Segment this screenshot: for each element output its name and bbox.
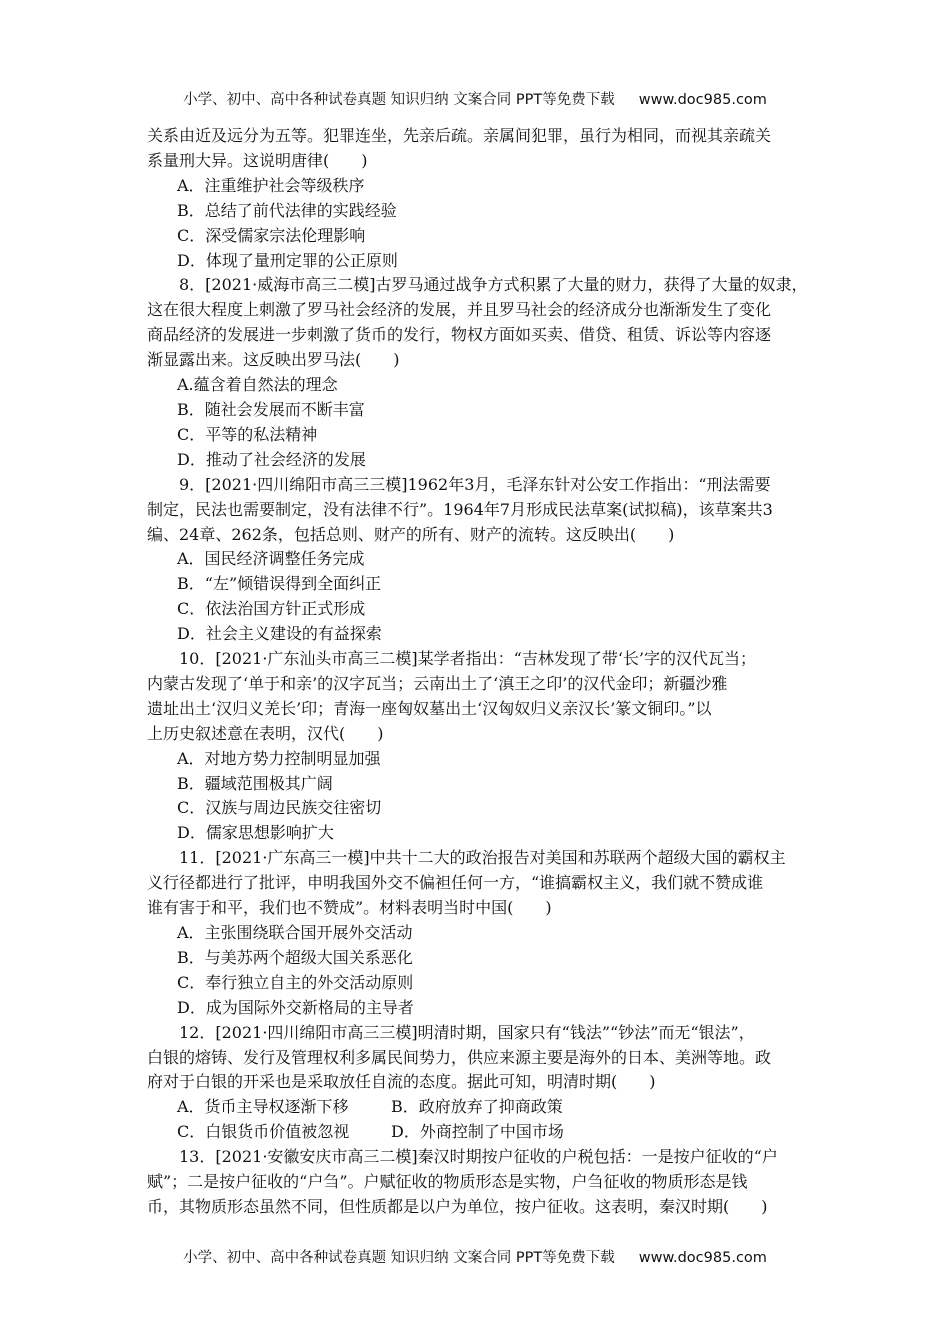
question-7-option-a: A．注重维护社会等级秩序 xyxy=(177,175,365,195)
question-12-options-row-1 xyxy=(147,1095,810,1120)
question-9-line: 制定，民法也需要制定，没有法律不行”。1964年7月形成民法草案(试拟稿)，该草案共3 xyxy=(147,499,773,519)
question-12-option-d: D．外商控制了中国市场 xyxy=(391,1122,564,1142)
page-header xyxy=(0,88,950,109)
question-8-line: 商品经济的发展进一步刺激了货币的发行，物权方面如买卖、借贷、租赁、诉讼等内容逐 xyxy=(147,325,772,345)
question-7-option-c: C．深受儒家宗法伦理影响 xyxy=(177,225,366,245)
footer-site-link[interactable]: www.doc985.com xyxy=(638,1250,767,1266)
question-12 xyxy=(147,1021,810,1146)
question-12-stem: 12．[2021·四川绵阳市高三三模]明清时期，国家只有“钱法”“钞法”而无“银法”， xyxy=(179,1022,755,1042)
question-11-option-d: D．成为国际外交新格局的主导者 xyxy=(177,997,414,1017)
question-8-stem: 8．[2021·威海市高三二模]古罗马通过战争方式积累了大量的财力，获得了大量的奴隶， xyxy=(179,275,808,295)
question-12-option-c: C．白银货币价值被忽视 xyxy=(177,1122,350,1142)
question-7-line: 系量刑大异。这说明唐律( ) xyxy=(147,150,368,170)
question-12-option-b: B．政府放弃了抑商政策 xyxy=(391,1097,563,1117)
question-9-option-b: B．“左”倾错误得到全面纠正 xyxy=(177,574,382,594)
footer-text: 小学、初中、高中各种试卷真题 知识归纳 文案合同 PPT等免费下载 xyxy=(183,1250,615,1266)
question-12-line: 白银的熔铸、发行及管理权利多属民间势力，供应来源主要是海外的日本、美洲等地。政 xyxy=(147,1047,772,1067)
question-10-line: 上历史叙述意在表明，汉代( ) xyxy=(147,723,384,743)
question-10-line: 内蒙古发现了‘单于和亲’的汉字瓦当；云南出土了‘滇王之印’的汉代金印；新疆沙雅 xyxy=(147,673,728,693)
question-9-option-d: D．社会主义建设的有益探索 xyxy=(177,624,382,644)
question-10-line: 遗址出土‘汉归义羌长’印；青海一座匈奴墓出土‘汉匈奴归义亲汉长’篆文铜印。”以 xyxy=(147,698,712,718)
question-11-option-b: B．与美苏两个超级大国关系恶化 xyxy=(177,947,413,967)
question-8-option-b: B．随社会发展而不断丰富 xyxy=(177,399,365,419)
question-7-line: 关系由近及远分为五等。犯罪连坐，先亲后疏。亲属间犯罪，虽行为相同，而视其亲疏关 xyxy=(147,126,772,145)
question-10-option-d: D．儒家思想影响扩大 xyxy=(177,823,334,843)
page-footer xyxy=(0,1246,950,1267)
question-11-option-c: C．奉行独立自主的外交活动原则 xyxy=(177,972,414,992)
question-10-stem: 10．[2021·广东汕头市高三二模]某学者指出：“吉林发现了带‘长’字的汉代瓦当； xyxy=(179,649,757,669)
question-9-option-a: A．国民经济调整任务完成 xyxy=(177,549,365,569)
question-13 xyxy=(147,1145,810,1220)
question-10-option-c: C．汉族与周边民族交往密切 xyxy=(177,798,382,818)
question-12-options-row-2 xyxy=(147,1120,810,1145)
question-8-option-d: D．推动了社会经济的发展 xyxy=(177,449,366,469)
question-11-line: 义行径都进行了批评，申明我国外交不偏袒任何一方，“谁搞霸权主义，我们就不赞成谁 xyxy=(147,873,764,893)
question-10-option-a: A．对地方势力控制明显加强 xyxy=(177,748,381,768)
question-12-line: 府对于白银的开采也是采取放任自流的态度。据此可知，明清时期( ) xyxy=(147,1072,656,1092)
question-8-option-a: A.蕴含着自然法的理念 xyxy=(177,375,338,395)
question-8 xyxy=(147,273,810,472)
question-9-stem: 9．[2021·四川绵阳市高三三模]1962年3月，毛泽东针对公安工作指出：“刑法需要 xyxy=(179,474,771,494)
question-10 xyxy=(147,647,810,846)
question-13-line: 赋”；二是按户征收的“户刍”。户赋征收的物质形态是实物，户刍征收的物质形态是钱 xyxy=(147,1172,748,1192)
question-12-option-a: A．货币主导权逐渐下移 xyxy=(177,1097,349,1117)
question-13-stem: 13．[2021·安徽安庆市高三二模]秦汉时期按户征收的户税包括：一是按户征收的“户 xyxy=(179,1147,778,1167)
question-7 xyxy=(147,124,810,273)
question-8-line: 这在很大程度上刺激了罗马社会经济的发展，并且罗马社会的经济成分也渐渐发生了变化 xyxy=(147,300,772,320)
question-7-option-d: D．体现了量刑定罪的公正原则 xyxy=(177,250,398,270)
question-9 xyxy=(147,473,810,647)
question-9-option-c: C．依法治国方针正式形成 xyxy=(177,599,366,619)
question-10-option-b: B．疆域范围极其广阔 xyxy=(177,773,333,793)
exam-content xyxy=(147,124,810,1220)
question-7-option-b: B．总结了前代法律的实践经验 xyxy=(177,200,397,220)
header-text: 小学、初中、高中各种试卷真题 知识归纳 文案合同 PPT等免费下载 xyxy=(183,92,615,108)
question-9-line: 编、24章、262条，包括总则、财产的所有、财产的流转。这反映出( ) xyxy=(147,524,675,544)
question-8-option-c: C．平等的私法精神 xyxy=(177,424,318,444)
question-11 xyxy=(147,846,810,1020)
question-11-option-a: A．主张围绕联合国开展外交活动 xyxy=(177,923,413,942)
header-site-link[interactable]: www.doc985.com xyxy=(638,92,767,108)
question-8-line: 渐显露出来。这反映出罗马法( ) xyxy=(147,350,400,370)
question-11-stem: 11．[2021·广东高三一模]中共十二大的政治报告对美国和苏联两个超级大国的霸权主 xyxy=(179,848,786,868)
question-13-line: 币，其物质形态虽然不同，但性质都是以户为单位，按户征收。这表明，秦汉时期( ) xyxy=(147,1196,768,1216)
question-11-line: 谁有害于和平，我们也不赞成”。材料表明当时中国( ) xyxy=(147,898,552,918)
